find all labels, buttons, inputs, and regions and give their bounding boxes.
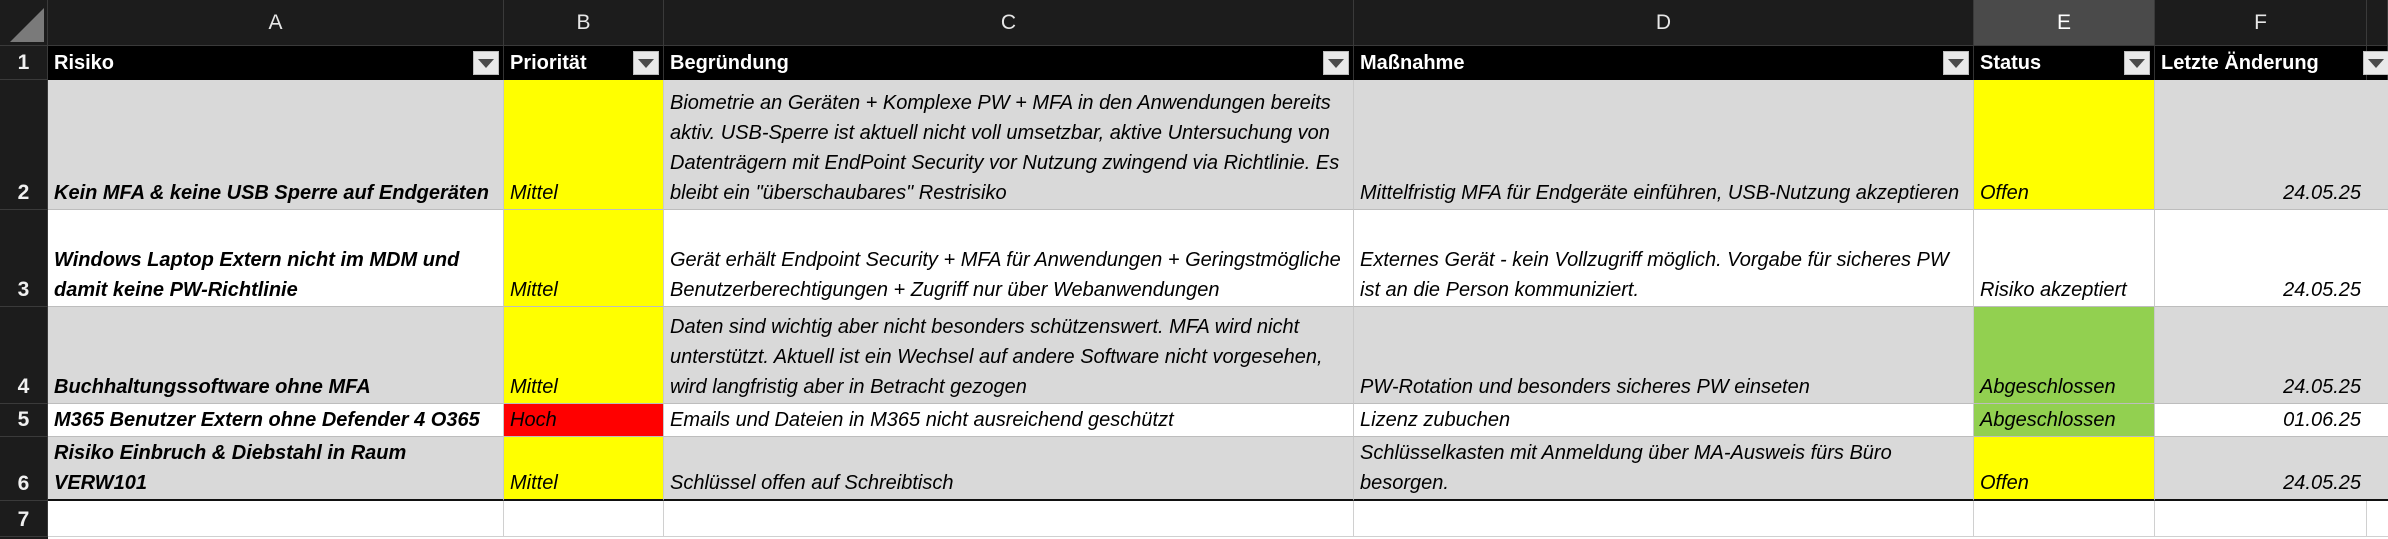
reason-text: Gerät erhält Endpoint Security + MFA für Anwendungen + Geringstmögliche Benutzerberechtigungen + Zugriff nur über Webanwendungen (670, 249, 1341, 301)
priority-text: Mittel (510, 279, 558, 301)
cell-a4[interactable] (48, 307, 504, 404)
chevron-down-icon (2368, 59, 2384, 68)
cell-g7-partial[interactable] (2367, 501, 2388, 537)
filter-dropdown-changed[interactable] (2363, 51, 2388, 75)
changed-text: 24.05.25 (2283, 182, 2361, 204)
cell-c3[interactable] (664, 210, 1354, 307)
cell-d3[interactable] (1354, 210, 1974, 307)
chevron-down-icon (638, 59, 654, 68)
filter-dropdown-changed-cell[interactable] (2367, 46, 2388, 80)
select-all-corner[interactable] (0, 0, 48, 46)
priority-text: Hoch (510, 409, 557, 431)
cell-b7[interactable] (504, 501, 664, 537)
cell-f2[interactable] (2155, 80, 2388, 210)
row-header-6[interactable]: 6 (0, 437, 48, 501)
cell-a3[interactable] (48, 210, 504, 307)
row-header-2[interactable]: 2 (0, 80, 48, 210)
measure-text: Mittelfristig MFA für Endgeräte einführen, USB-Nutzung akzeptieren (1360, 182, 1960, 204)
chevron-down-icon (2129, 59, 2145, 68)
select-all-triangle-icon (10, 8, 44, 42)
column-header-e[interactable]: E (1974, 0, 2155, 46)
measure-text: Lizenz zubuchen (1360, 409, 1511, 431)
table-header-risk[interactable] (48, 46, 504, 80)
cell-b6[interactable] (504, 437, 664, 501)
table-header-status-label: Status (1980, 51, 2042, 74)
reason-text: Emails und Dateien in M365 nicht ausreichend geschützt (670, 409, 1174, 431)
column-header-c[interactable]: C (664, 0, 1354, 46)
row-header-4[interactable]: 4 (0, 307, 48, 404)
reason-text: Daten sind wichtig aber nicht besonders schützenswert. MFA wird nicht unterstützt. Aktuell ist ein Wechsel auf andere Software nicht vorgesehen, wird langfristig aber in Betracht gezogen (670, 316, 1323, 398)
chevron-down-icon (1328, 59, 1344, 68)
cell-b4[interactable] (504, 307, 664, 404)
changed-text: 24.05.25 (2283, 279, 2361, 301)
column-header-overflow (2367, 0, 2388, 46)
reason-text: Biometrie an Geräten + Komplexe PW + MFA in den Anwendungen bereits aktiv. USB-Sperre ist aktuell nicht voll umsetzbar, aktive Untersuchung von Datenträgern mit EndPoint Security vor Nutzung zwingend via Richtlinie. Es bleibt ein "überschaubares" Restrisiko (670, 92, 1340, 204)
cell-f6[interactable] (2155, 437, 2388, 501)
risk-text: Risiko Einbruch & Diebstahl in Raum VERW101 (54, 442, 407, 494)
cell-d6[interactable] (1354, 437, 1974, 501)
cell-b3[interactable] (504, 210, 664, 307)
cell-a5[interactable] (48, 404, 504, 437)
cell-e4[interactable] (1974, 307, 2155, 404)
cell-a7[interactable] (48, 501, 504, 537)
chevron-down-icon (478, 59, 494, 68)
cell-e2[interactable] (1974, 80, 2155, 210)
filter-dropdown-status[interactable] (2124, 51, 2150, 75)
cell-c6[interactable] (664, 437, 1354, 501)
cell-e5[interactable] (1974, 404, 2155, 437)
status-text: Abgeschlossen (1980, 409, 2116, 431)
measure-text: Externes Gerät - kein Vollzugriff möglich. Vorgabe für sicheres PW ist an die Person kommuniziert. (1360, 249, 1949, 301)
table-header-priority-label: Priorität (510, 51, 587, 74)
cell-e6[interactable] (1974, 437, 2155, 501)
measure-text: Schlüsselkasten mit Anmeldung über MA-Ausweis fürs Büro besorgen. (1360, 442, 1892, 494)
priority-text: Mittel (510, 376, 558, 398)
cell-a2[interactable] (48, 80, 504, 210)
chevron-down-icon (1948, 59, 1964, 68)
row-header-3[interactable]: 3 (0, 210, 48, 307)
cell-c4[interactable] (664, 307, 1354, 404)
filter-dropdown-measure[interactable] (1943, 51, 1969, 75)
cell-d4[interactable] (1354, 307, 1974, 404)
table-header-measure-label: Maßnahme (1360, 51, 1465, 74)
filter-dropdown-reason[interactable] (1323, 51, 1349, 75)
row-header-7[interactable]: 7 (0, 501, 48, 537)
cell-e3[interactable] (1974, 210, 2155, 307)
table-header-priority[interactable] (504, 46, 664, 80)
cell-f5[interactable] (2155, 404, 2388, 437)
cell-d7[interactable] (1354, 501, 1974, 537)
reason-text: Schlüssel offen auf Schreibtisch (670, 472, 954, 494)
cell-b5[interactable] (504, 404, 664, 437)
changed-text: 01.06.25 (2283, 409, 2361, 431)
status-text: Abgeschlossen (1980, 376, 2116, 398)
column-header-a[interactable]: A (48, 0, 504, 46)
priority-text: Mittel (510, 472, 558, 494)
risk-text: Buchhaltungssoftware ohne MFA (54, 376, 371, 398)
cell-a6[interactable] (48, 437, 504, 501)
column-header-d[interactable]: D (1354, 0, 1974, 46)
table-header-changed[interactable] (2155, 46, 2367, 80)
cell-e7[interactable] (1974, 501, 2155, 537)
measure-text: PW-Rotation und besonders sicheres PW einseten (1360, 376, 1810, 398)
table-header-status[interactable] (1974, 46, 2155, 80)
table-header-reason[interactable] (664, 46, 1354, 80)
risk-text: M365 Benutzer Extern ohne Defender 4 O365 (54, 409, 480, 431)
changed-text: 24.05.25 (2283, 472, 2361, 494)
table-header-reason-label: Begründung (670, 51, 789, 74)
risk-text: Windows Laptop Extern nicht im MDM und damit keine PW-Richtlinie (54, 249, 460, 301)
table-header-risk-label: Risiko (54, 51, 115, 74)
cell-c5[interactable] (664, 404, 1354, 437)
cell-b2[interactable] (504, 80, 664, 210)
cell-d5[interactable] (1354, 404, 1974, 437)
cell-f4[interactable] (2155, 307, 2388, 404)
changed-text: 24.05.25 (2283, 376, 2361, 398)
status-text: Offen (1980, 472, 2029, 494)
row-header-1[interactable]: 1 (0, 46, 48, 80)
cell-c7[interactable] (664, 501, 1354, 537)
risk-text: Kein MFA & keine USB Sperre auf Endgeräten (54, 182, 489, 204)
table-header-measure[interactable] (1354, 46, 1974, 80)
priority-text: Mittel (510, 182, 558, 204)
row-header-5[interactable]: 5 (0, 404, 48, 437)
cell-c2[interactable] (664, 80, 1354, 210)
status-text: Offen (1980, 182, 2029, 204)
status-text: Risiko akzeptiert (1980, 279, 2127, 301)
filter-dropdown-risk[interactable] (473, 51, 499, 75)
filter-dropdown-priority[interactable] (633, 51, 659, 75)
cell-f7[interactable] (2155, 501, 2367, 537)
cell-d2[interactable] (1354, 80, 1974, 210)
table-header-changed-label: Letzte Änderung (2161, 51, 2319, 74)
cell-f3[interactable] (2155, 210, 2388, 307)
column-header-b[interactable]: B (504, 0, 664, 46)
column-header-f[interactable]: F (2155, 0, 2367, 46)
